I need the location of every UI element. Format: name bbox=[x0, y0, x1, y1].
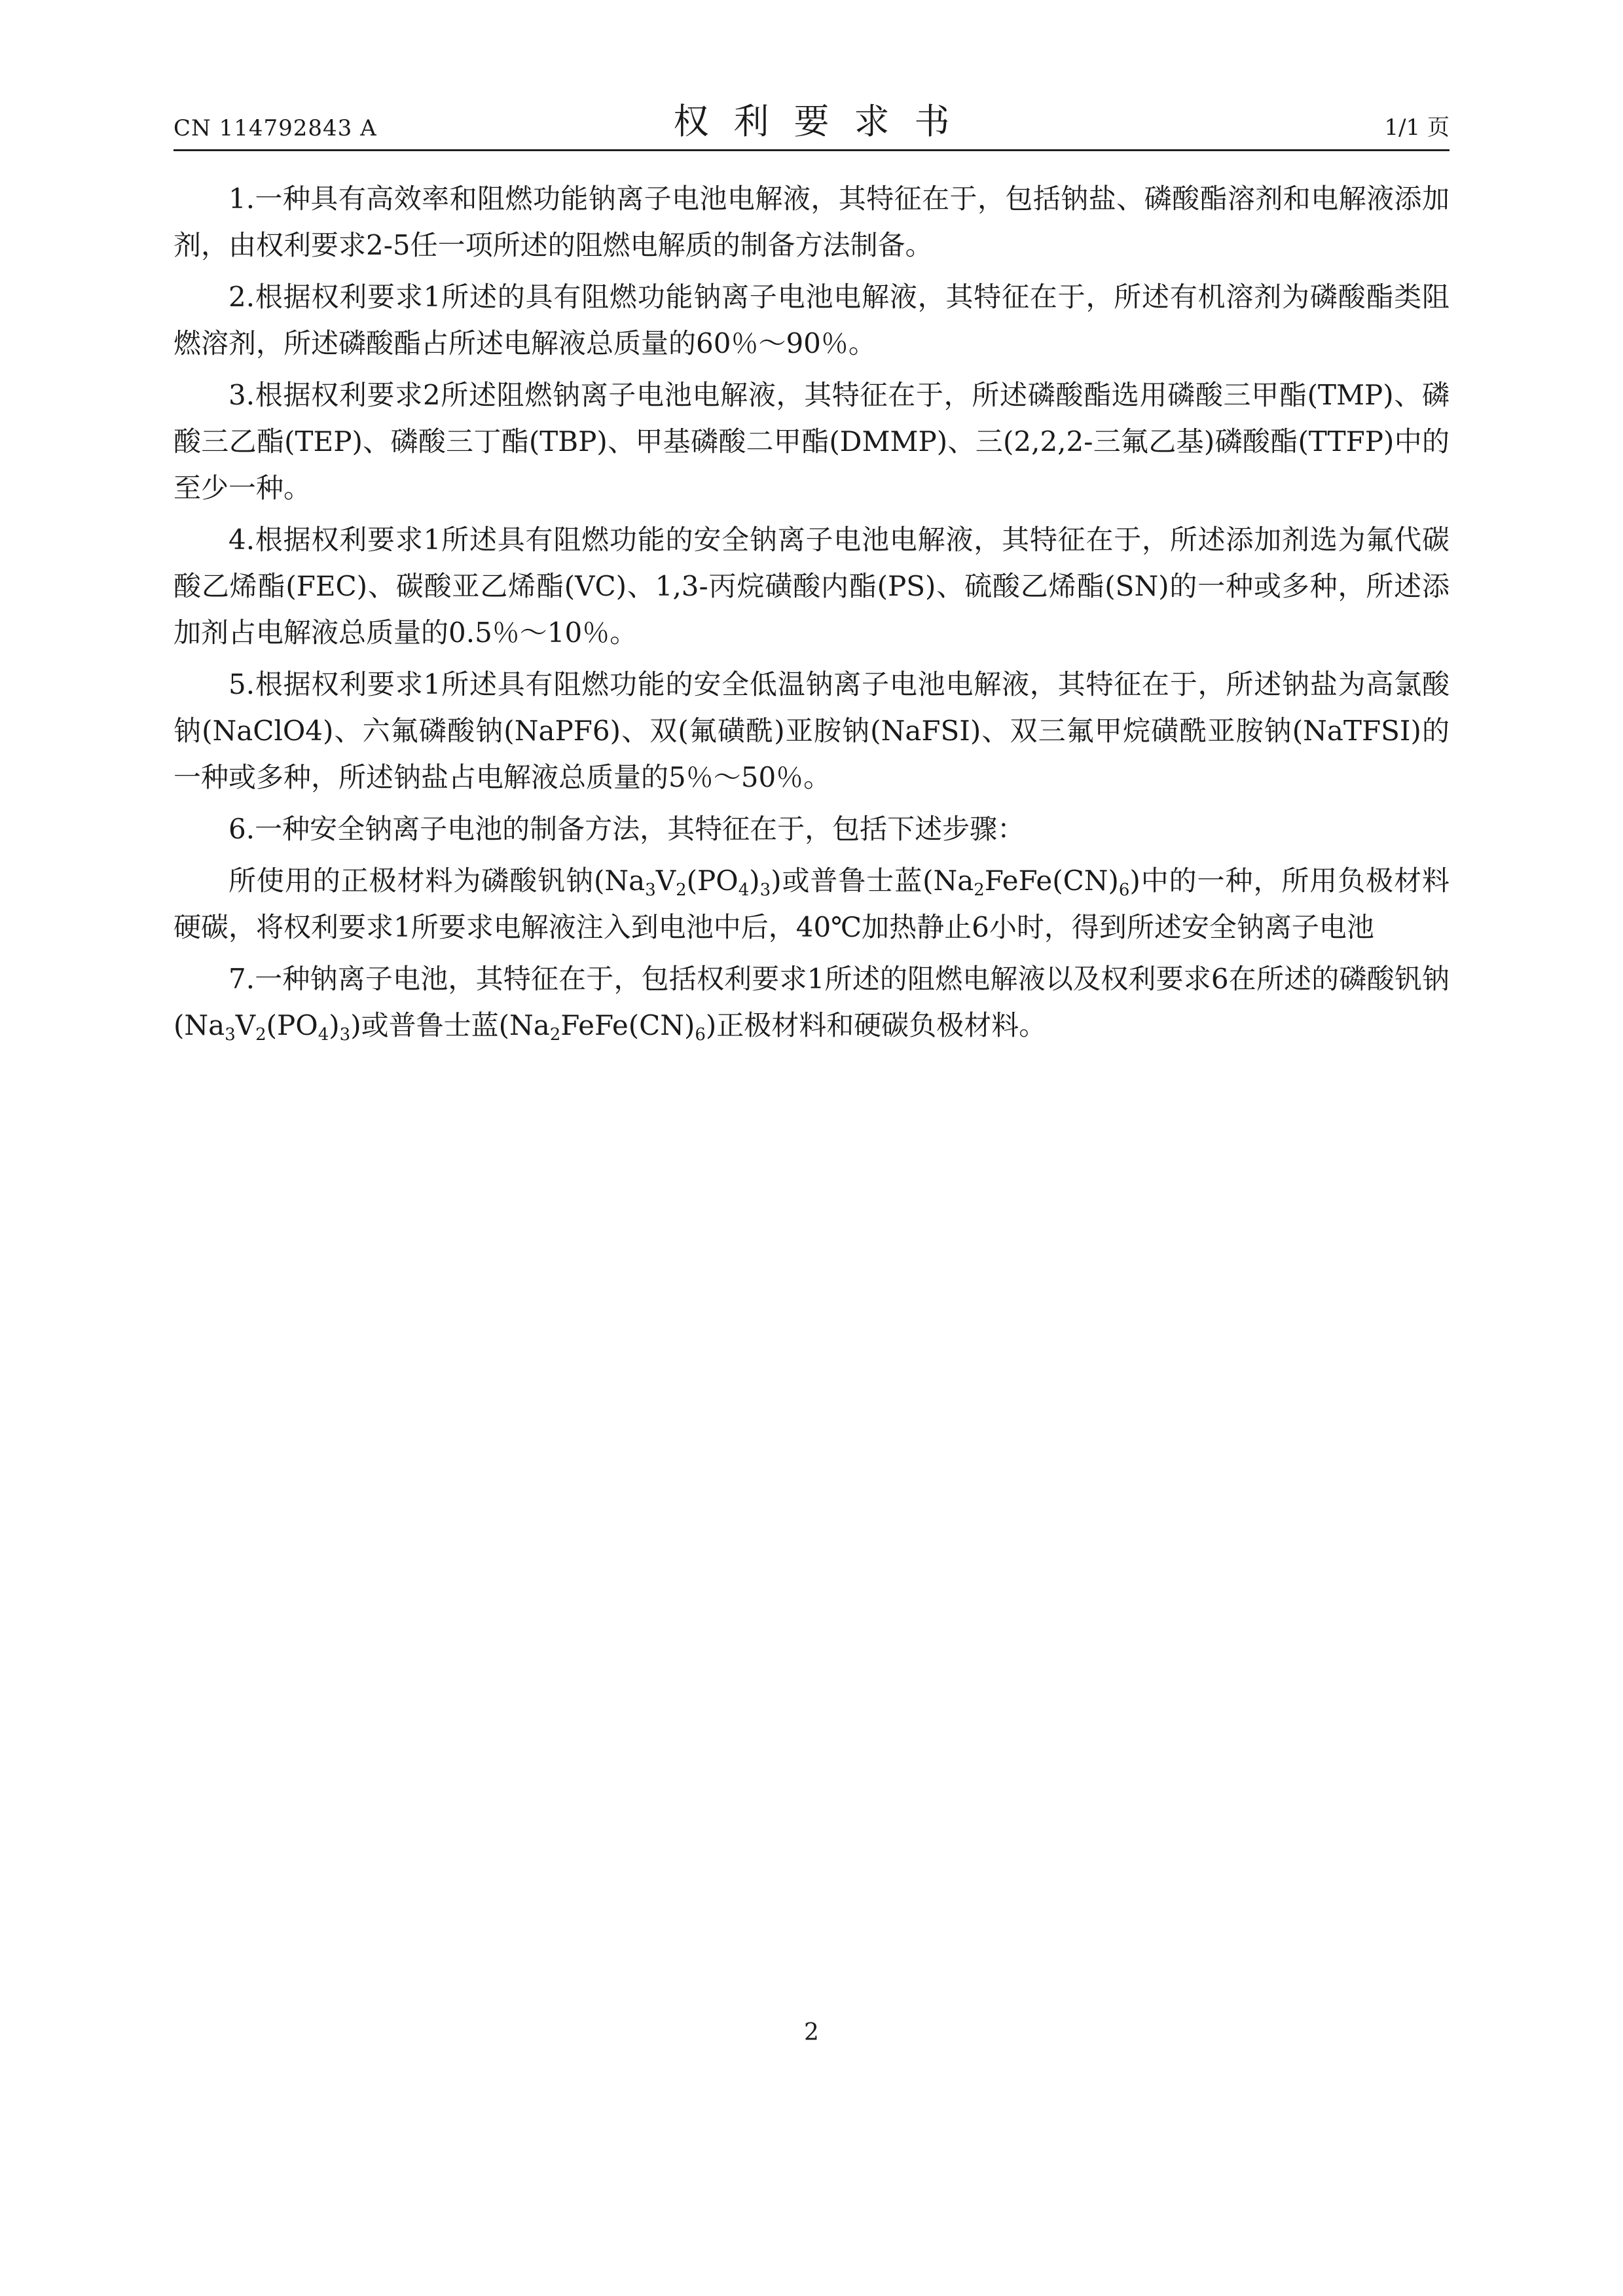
text-run: )或普鲁士蓝(Na bbox=[771, 865, 974, 897]
subscript: 2 bbox=[255, 1025, 266, 1045]
publication-number: CN 114792843 A bbox=[173, 115, 377, 141]
claim-2: 2.根据权利要求1所述的具有阻燃功能钠离子电池电解液，其特征在于，所述有机溶剂为磷酸酯类阻燃溶剂，所述磷酸酯占所述电解液总质量的60％～90％。 bbox=[173, 281, 1450, 359]
text-run: )或普鲁士蓝(Na bbox=[350, 1009, 550, 1041]
claim-4: 4.根据权利要求1所述具有阻燃功能的安全钠离子电池电解液，其特征在于，所述添加剂选为氟代碳酸乙烯酯(FEC)、碳酸亚乙烯酯(VC)、1,3-丙烷磺酸内酯(PS)、硫酸乙烯酯(SN)的一种或多种，所述添加剂占电解液总质量的0.5％～10％。 bbox=[173, 524, 1450, 649]
claim-1: 1.一种具有高效率和阻燃功能钠离子电池电解液，其特征在于，包括钠盐、磷酸酯溶剂和电解液添加剂，由权利要求2-5任一项所述的阻燃电解质的制备方法制备。 bbox=[173, 183, 1450, 261]
subscript: 4 bbox=[318, 1025, 329, 1045]
text-run: ) bbox=[329, 1009, 340, 1041]
subscript: 3 bbox=[339, 1025, 351, 1045]
text-run: )正极材料和硬碳负极材料。 bbox=[705, 1009, 1047, 1041]
subscript: 3 bbox=[759, 880, 771, 900]
subscript: 3 bbox=[645, 880, 656, 900]
subscript: 3 bbox=[225, 1025, 236, 1045]
claim-6: 6.一种安全钠离子电池的制备方法，其特征在于，包括下述步骤： bbox=[228, 813, 1025, 845]
text-run: 所使用的正极材料为磷酸钒钠(Na bbox=[228, 865, 646, 897]
text-run: V bbox=[655, 865, 676, 897]
claim-7 bbox=[173, 956, 1450, 1049]
subscript: 6 bbox=[1118, 880, 1130, 900]
text-run: FeFe(CN) bbox=[560, 1009, 695, 1041]
subscript: 2 bbox=[974, 880, 985, 900]
page-number: 2 bbox=[804, 2019, 819, 2046]
text-run: V bbox=[235, 1009, 256, 1041]
text-run: 7.一种钠离子电池，其特征在于，包括权利要求1所述的阻燃电解液以及权利要求6在所述的磷酸钒钠(Na bbox=[173, 963, 1450, 1041]
subscript: 6 bbox=[695, 1025, 706, 1045]
text-run: ) bbox=[749, 865, 760, 897]
page-header bbox=[173, 92, 1450, 151]
document-title: 权利要求书 bbox=[673, 101, 975, 142]
text-run: )中的一种，所用负极材料硬碳，将权利要求1所要求电解液注入到电池中后，40℃加热静止6小时，得到所述安全钠离子电池 bbox=[173, 865, 1450, 943]
subscript: 2 bbox=[676, 880, 687, 900]
page-count: 1/1 页 bbox=[1384, 115, 1450, 141]
subscript: 4 bbox=[738, 880, 750, 900]
claim-6-body bbox=[173, 857, 1450, 950]
subscript: 2 bbox=[549, 1025, 561, 1045]
text-run: FeFe(CN) bbox=[984, 865, 1119, 897]
text-run: (PO bbox=[266, 1009, 318, 1041]
claim-5: 5.根据权利要求1所述具有阻燃功能的安全低温钠离子电池电解液，其特征在于，所述钠盐为高氯酸钠(NaClO4)、六氟磷酸钠(NaPF6)、双(氟磺酰)亚胺钠(NaFSI)、双三氟甲烷磺酰亚胺钠(NaTFSI)的一种或多种，所述钠盐占电解液总质量的5％～50％。 bbox=[173, 668, 1450, 793]
claims-body bbox=[173, 175, 1450, 1054]
text-run: (PO bbox=[686, 865, 739, 897]
claim-3: 3.根据权利要求2所述阻燃钠离子电池电解液，其特征在于，所述磷酸酯选用磷酸三甲酯(TMP)、磷酸三乙酯(TEP)、磷酸三丁酯(TBP)、甲基磷酸二甲酯(DMMP)、三(2,2,2-三氟乙基)磷酸酯(TTFP)中的至少一种。 bbox=[173, 379, 1450, 504]
header-divider bbox=[173, 149, 1450, 151]
